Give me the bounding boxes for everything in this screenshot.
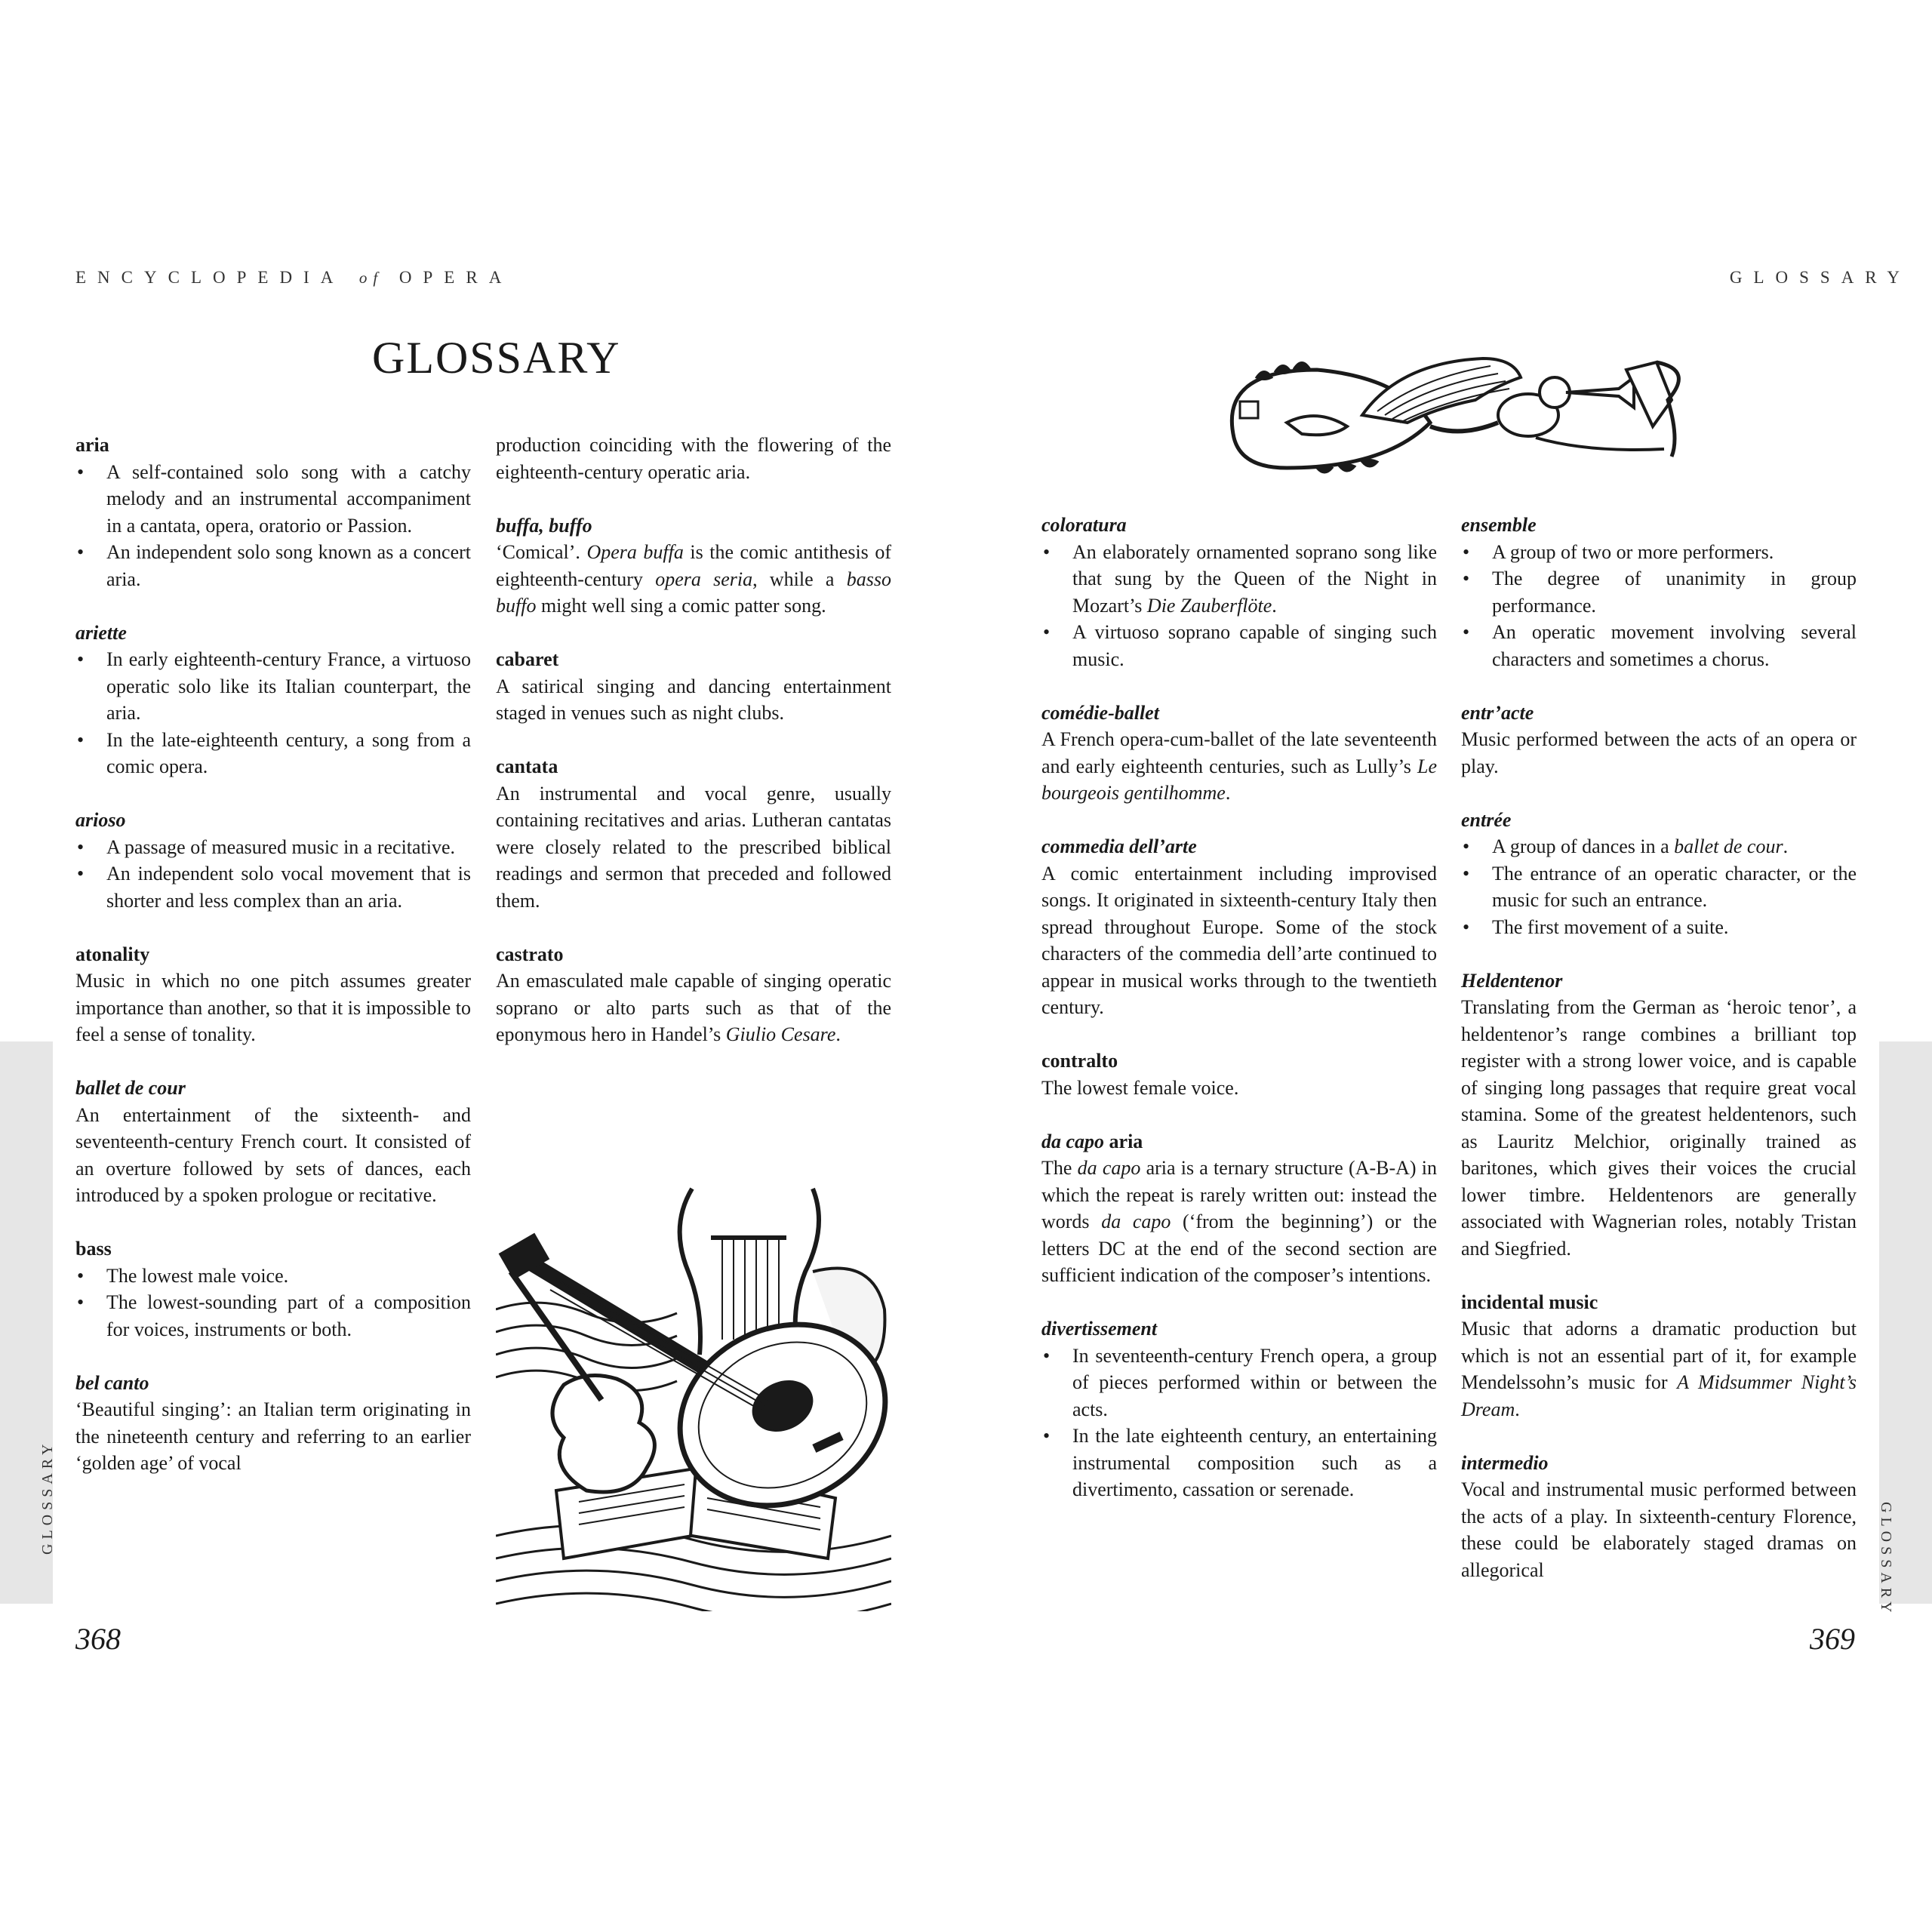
text-run: aria is a ternary structure (A-B-A) in which the repeat is rarely written out: instead the words xyxy=(1041,1157,1438,1232)
definition-text xyxy=(1041,1155,1437,1289)
definition-item: • The entrance of an operatic character, or the music for such an entrance. xyxy=(1461,860,1857,914)
text-run: . xyxy=(835,1023,841,1045)
glossary-entry xyxy=(1461,1450,1857,1584)
glossary-column-2 xyxy=(496,432,891,1075)
text-run: might well sing a comic patter song. xyxy=(536,595,826,617)
text-run: aria xyxy=(1104,1130,1143,1152)
definition-item: • The first movement of a suite. xyxy=(1461,914,1857,941)
entry-term: aria xyxy=(75,434,109,456)
text-run: , while a xyxy=(752,568,847,590)
definition-text: Vocal and instrumental music performed between the acts of a play. In sixteenth-century Florence, these could be elaborately staged dramas on allegorical xyxy=(1461,1478,1857,1581)
winged-cupid-illustration xyxy=(1211,355,1687,479)
side-label-left: GLOSSARY xyxy=(39,1439,56,1555)
definition-text: Translating from the German as ‘heroic tenor’, a heldentenor’s range combines a brilliant top register with a strong lower voice, and is capable of singing long passages that require great vocal stamina. Some of the greatest heldentenors, such as Lauritz Melchior, originally trained as baritones, which gives their voices the crucial lower timbre. Heldentenors are generally associated with Wagnerian roles, notably Tristan and Siegfried. xyxy=(1461,996,1857,1260)
definition-text: A comic entertainment including improvised songs. It originated in sixteenth-century Italy then spread throughout Europe. Some of the stock characters of the commedia dell’arte continued to appear in musical works through to the twentieth century. xyxy=(1041,862,1437,1018)
definition-text: An entertainment of the sixteenth- and seventeenth-century French court. It consisted of an overture followed by sets of dances, each introduced by a spoken prologue or recitative. xyxy=(75,1103,471,1206)
glossary-entry xyxy=(1461,807,1857,941)
entry-term: entrée xyxy=(1461,808,1512,831)
entry-term: cantata xyxy=(496,755,558,777)
glossary-entry xyxy=(75,1370,471,1477)
glossary-column-4 xyxy=(1461,512,1857,1611)
book-title-part1: ENCYCLOPEDIA xyxy=(75,268,344,287)
entry-term: commedia dell’arte xyxy=(1041,835,1197,857)
definition-item: • A self-contained solo song with a catchy melody and an instrumental accompaniment in a cantata, opera, oratorio or Passion. xyxy=(75,459,471,540)
glossary-entry xyxy=(75,807,471,914)
glossary-entry xyxy=(1041,1128,1437,1289)
running-head-right: GLOSSARY xyxy=(1729,268,1911,287)
glossary-entry xyxy=(1461,1289,1857,1423)
entry-term: ariette xyxy=(75,621,127,644)
definition-item: • In seventeenth-century French opera, a group of pieces performed within or between the acts. xyxy=(1041,1343,1437,1423)
definition-list xyxy=(75,1263,471,1343)
definition-list xyxy=(1041,539,1437,673)
definition-text: The lowest female voice. xyxy=(1041,1076,1239,1099)
glossary-entry xyxy=(496,646,891,727)
italic-term: opera seria xyxy=(655,568,753,590)
text-run: A group of dances in a xyxy=(1492,835,1675,857)
page-number-right: 369 xyxy=(1810,1622,1855,1656)
definition-list xyxy=(1041,1343,1437,1503)
entry-term: ballet de cour xyxy=(75,1077,186,1099)
text-run: . xyxy=(1272,594,1277,617)
entry-term: contralto xyxy=(1041,1050,1118,1072)
definition-list xyxy=(75,834,471,915)
italic-term: A Midsummer Night’s Dream xyxy=(1461,1371,1857,1420)
text-run: A French opera-cum-ballet of the late seventeenth and early eighteenth centuries, such as Lully’s xyxy=(1041,728,1437,777)
italic-term: ballet de cour xyxy=(1674,835,1783,857)
definition-text: Music in which no one pitch assumes greater importance than another, so that it is impossible to feel a sense of tonality. xyxy=(75,970,471,1045)
glossary-entry xyxy=(1461,968,1857,1263)
glossary-entry xyxy=(496,941,891,1048)
definition-item: • An operatic movement involving several characters and sometimes a chorus. xyxy=(1461,619,1857,672)
entry-term: divertissement xyxy=(1041,1318,1158,1340)
italic-term: basso buffo xyxy=(496,568,891,617)
definition-text xyxy=(1041,726,1437,807)
glossary-entry xyxy=(1461,700,1857,780)
page-title: GLOSSARY xyxy=(372,333,621,383)
text-run: An emasculated male capable of singing operatic soprano or alto parts such as that of the eponymous hero in Handel’s xyxy=(496,970,891,1045)
definition-item: • A group of two or more performers. xyxy=(1461,539,1857,566)
entry-term: atonality xyxy=(75,943,150,965)
side-label-right: GLOSSARY xyxy=(1878,1502,1894,1617)
text-run: An elaborately ornamented soprano song like that sung by the Queen of the Night in Mozart’s xyxy=(1072,540,1437,617)
entry-term: entr’acte xyxy=(1461,701,1534,724)
text-run: is the comic antithesis of eighteenth-century xyxy=(496,541,891,590)
glossary-entry xyxy=(75,941,471,1048)
glossary-entry xyxy=(75,620,471,780)
definition-item: • In the late-eighteenth century, a song from a comic opera. xyxy=(75,727,471,780)
glossary-entry xyxy=(75,1235,471,1343)
definition-item: • An independent solo song known as a concert aria. xyxy=(75,539,471,592)
glossary-entry xyxy=(496,753,891,914)
entry-term: arioso xyxy=(75,809,126,831)
entry-term: bass xyxy=(75,1238,112,1260)
definition-item: • An independent solo vocal movement that is shorter and less complex than an aria. xyxy=(75,860,471,914)
glossary-entry xyxy=(1461,512,1857,672)
definition-text: ‘Beautiful singing’: an Italian term originating in the nineteenth century and referring to an earlier ‘golden age’ of vocal xyxy=(75,1398,471,1474)
entry-term: bel canto xyxy=(75,1371,149,1394)
glossary-entry xyxy=(75,432,471,592)
running-head-left xyxy=(75,268,512,288)
book-title-of: of xyxy=(358,269,384,287)
italic-term: da capo xyxy=(1077,1157,1141,1179)
italic-term: da capo xyxy=(1041,1130,1105,1152)
definition-text: Music performed between the acts of an opera or play. xyxy=(1461,728,1857,777)
glossary-entry xyxy=(1041,700,1437,807)
definition-text xyxy=(496,539,891,620)
definition-item: • In early eighteenth-century France, a virtuoso operatic solo like its Italian counterpart, the aria. xyxy=(75,646,471,727)
musical-instruments-illustration xyxy=(496,1181,891,1611)
text-run: . xyxy=(1225,782,1231,804)
entry-term: incidental music xyxy=(1461,1291,1598,1313)
entry-term: cabaret xyxy=(496,648,559,670)
glossary-entry xyxy=(1041,1048,1437,1101)
entry-term xyxy=(1041,1128,1437,1155)
definition-text: production coinciding with the flowering of the eighteenth-century operatic aria. xyxy=(496,434,891,483)
definition-text xyxy=(1461,1315,1857,1423)
glossary-entry xyxy=(1041,512,1437,672)
italic-term: Giulio Cesare xyxy=(725,1023,836,1045)
definition-text: An instrumental and vocal genre, usually containing recitatives and arias. Lutheran cantatas were closely related to the prescribed biblical readings and sermon that preceded and followed them. xyxy=(496,782,891,912)
entry-term: castrato xyxy=(496,943,564,965)
text-run: (‘from the beginning’) or the letters DC at the end of the second section are sufficient indication of the composer’s intentions. xyxy=(1041,1211,1437,1286)
definition-item: • The lowest-sounding part of a composition for voices, instruments or both. xyxy=(75,1289,471,1343)
definition-item: • The lowest male voice. xyxy=(75,1263,471,1290)
glossary-entry xyxy=(75,1075,471,1209)
definition-item: • In the late eighteenth century, an entertaining instrumental composition such as a divertimento, cassation or serenade. xyxy=(1041,1423,1437,1503)
entry-term: coloratura xyxy=(1041,514,1127,536)
definition-list xyxy=(75,459,471,593)
italic-term: da capo xyxy=(1101,1211,1171,1232)
glossary-entry xyxy=(1041,1315,1437,1503)
italic-term: Le bourgeois gentilhomme xyxy=(1041,755,1437,804)
text-run: The xyxy=(1041,1157,1078,1179)
definition-item: • The degree of unanimity in group performance. xyxy=(1461,565,1857,619)
text-run: ‘Comical’. xyxy=(496,541,587,563)
italic-term: Opera buffa xyxy=(586,541,684,563)
entry-term: ensemble xyxy=(1461,514,1537,536)
definition-item xyxy=(1461,833,1857,860)
definition-item: • A passage of measured music in a recitative. xyxy=(75,834,471,861)
entry-term: buffa, buffo xyxy=(496,514,592,537)
book-title-part2: OPERA xyxy=(398,268,513,287)
definition-text xyxy=(496,968,891,1048)
entry-term: intermedio xyxy=(1461,1451,1549,1474)
definition-list xyxy=(75,646,471,780)
definition-item: • A virtuoso soprano capable of singing such music. xyxy=(1041,619,1437,672)
entry-term: comédie-ballet xyxy=(1041,701,1159,724)
italic-term: Die Zauberflöte xyxy=(1146,594,1272,617)
entry-term: Heldentenor xyxy=(1461,969,1563,992)
definition-item xyxy=(1041,539,1437,620)
text-run: . xyxy=(1515,1398,1520,1420)
glossary-entry xyxy=(1041,833,1437,1021)
text-run: Music that adorns a dramatic production but which is not an essential part of it, for example Mendelssohn’s music for xyxy=(1461,1318,1857,1393)
definition-list xyxy=(1461,833,1857,940)
glossary-entry-continued xyxy=(496,432,891,485)
definition-text: A satirical singing and dancing entertainment staged in venues such as night clubs. xyxy=(496,675,891,724)
page-number-left: 368 xyxy=(75,1622,121,1656)
glossary-entry xyxy=(496,512,891,620)
definition-list xyxy=(1461,539,1857,673)
glossary-column-1 xyxy=(75,432,471,1503)
glossary-column-3 xyxy=(1041,512,1437,1530)
text-run: . xyxy=(1783,835,1789,857)
